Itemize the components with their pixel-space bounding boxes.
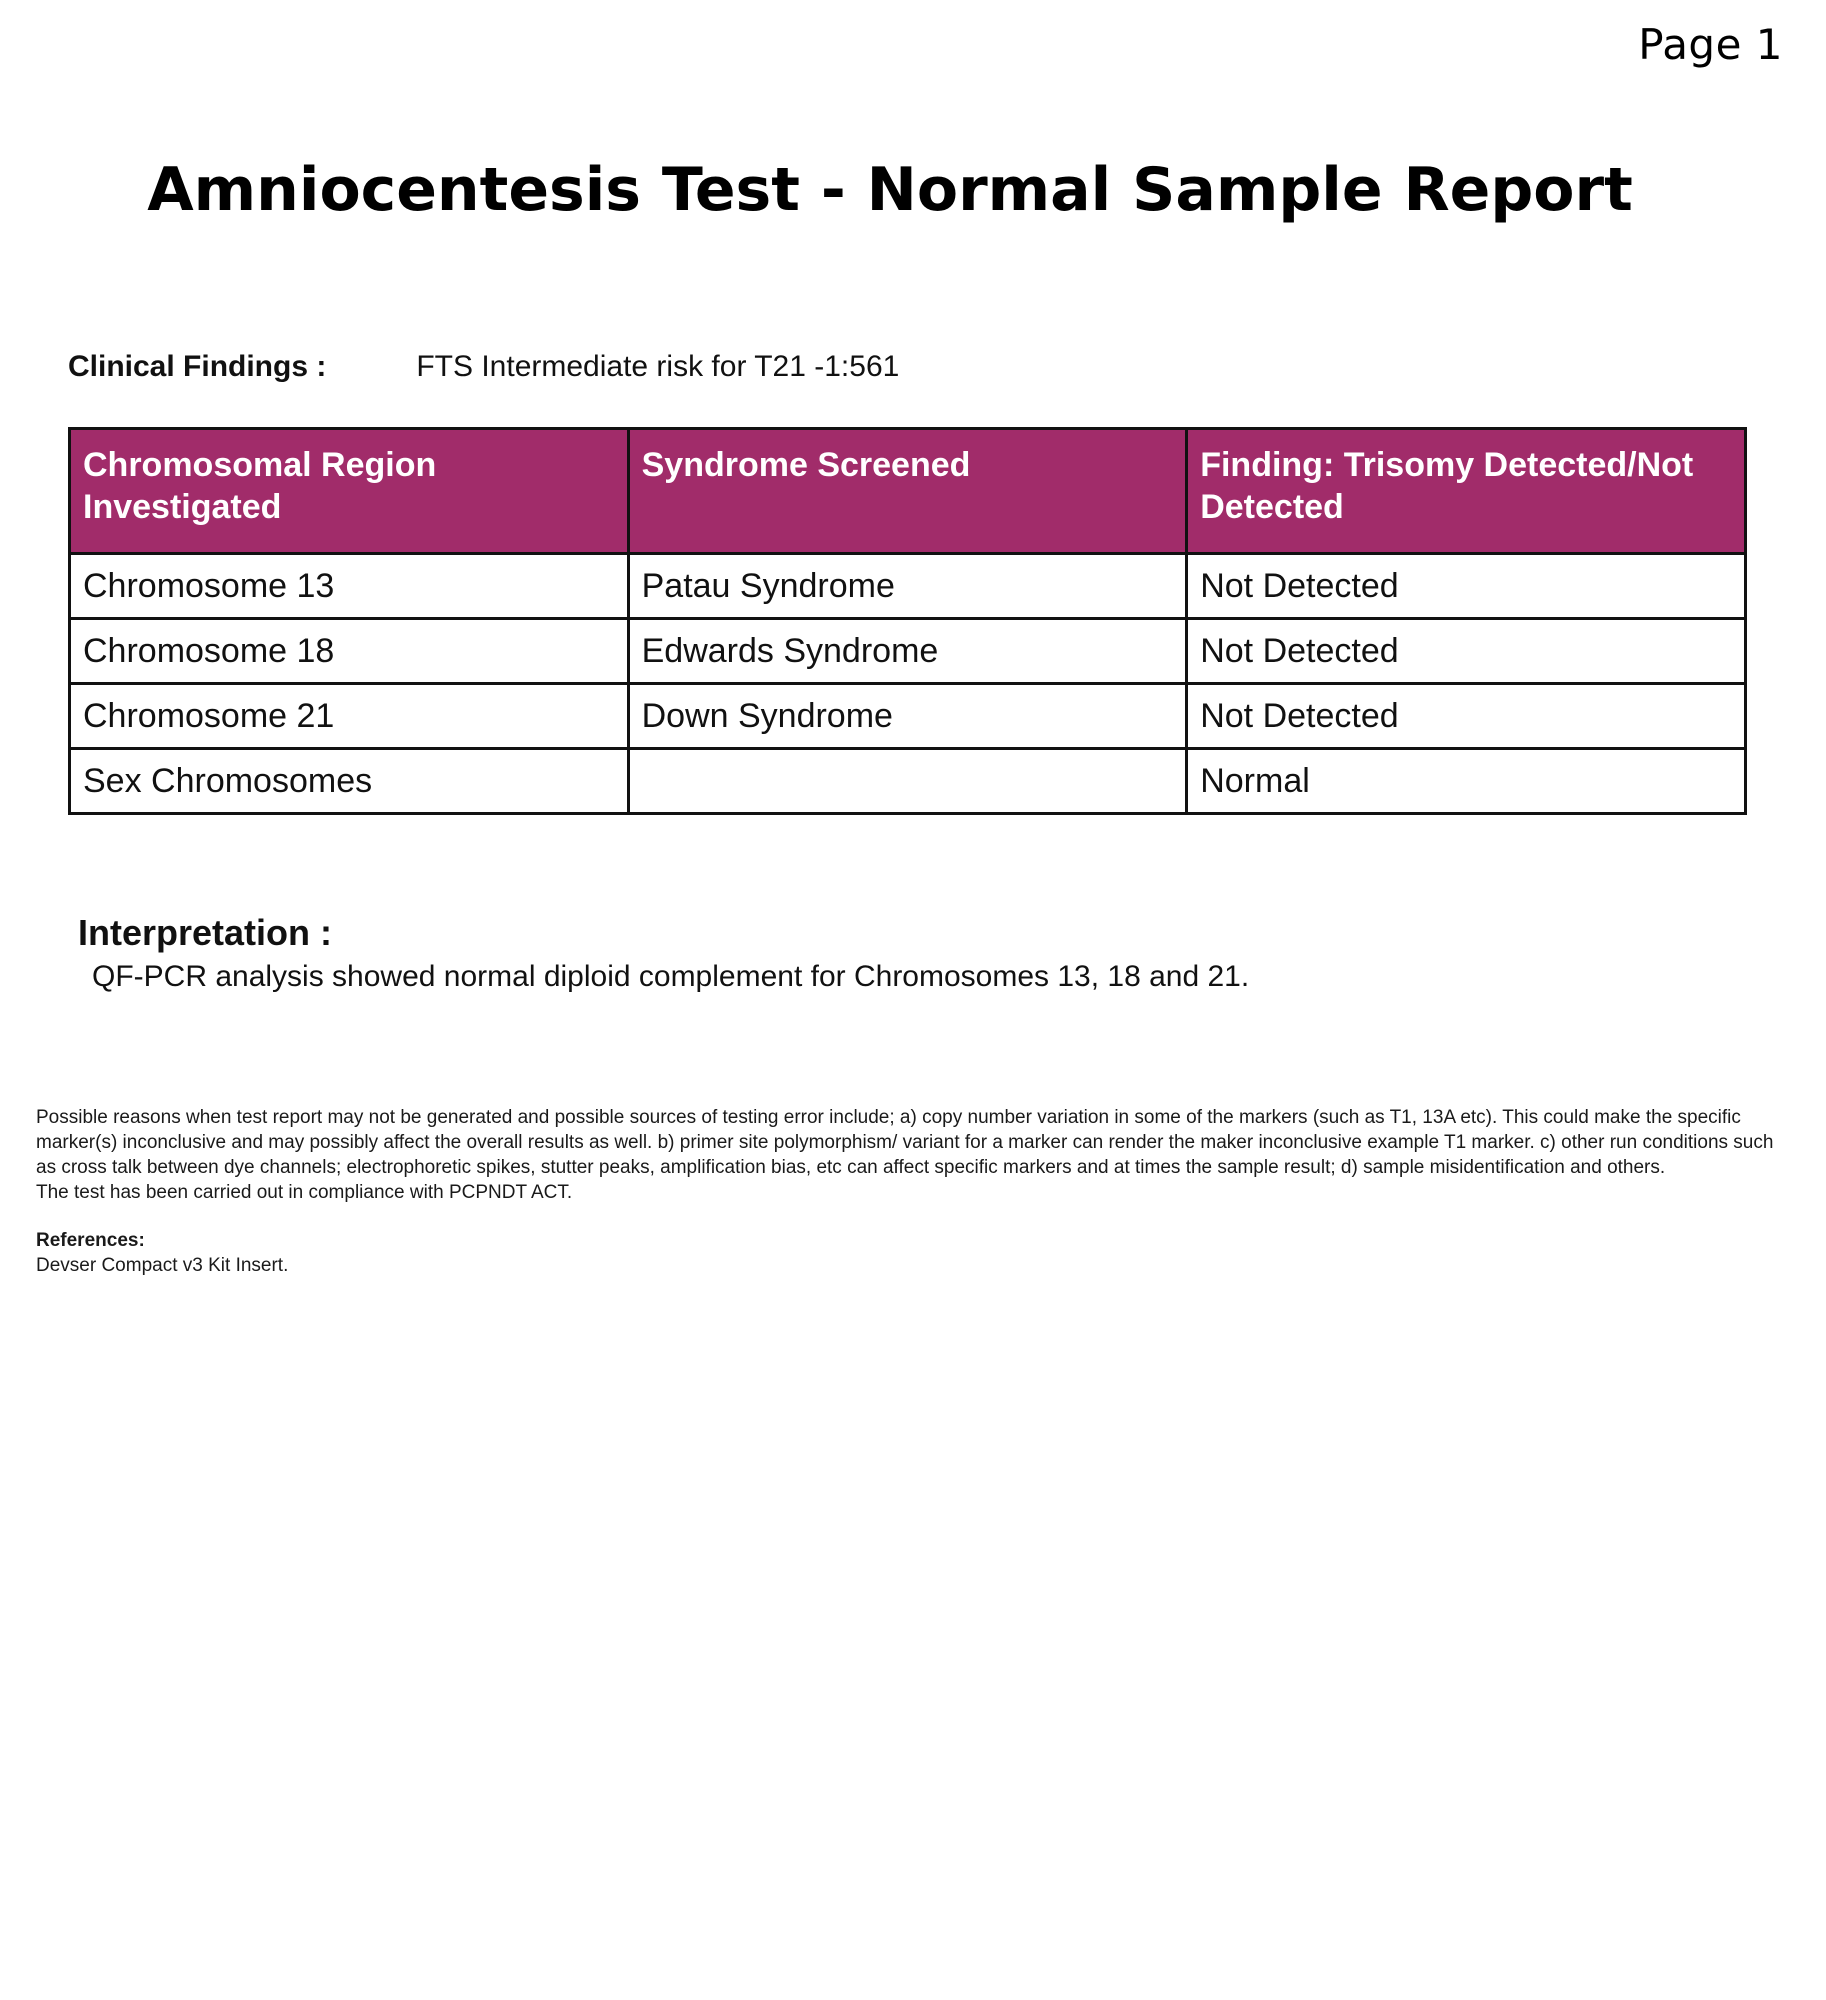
references-label: References: [36, 1230, 145, 1251]
cell-syndrome: Edwards Syndrome [628, 619, 1187, 684]
header-chromosomal-region: Chromosomal Region Investigated [70, 429, 629, 554]
cell-region: Sex Chromosomes [70, 749, 629, 814]
table-row [70, 619, 1746, 684]
clinical-findings-value: FTS Intermediate risk for T21 -1:561 [416, 350, 900, 383]
table-row [70, 684, 1746, 749]
cell-finding: Not Detected [1187, 684, 1746, 749]
header-syndrome-screened: Syndrome Screened [628, 429, 1187, 554]
interpretation-heading: Interpretation : [78, 912, 333, 953]
table-row [70, 749, 1746, 814]
cell-finding: Not Detected [1187, 554, 1746, 619]
results-table [68, 427, 1747, 815]
reference-item: Devser Compact v3 Kit Insert. [36, 1255, 289, 1276]
page-number: Page 1 [1638, 20, 1783, 69]
interpretation-text: QF-PCR analysis showed normal diploid complement for Chromosomes 13, 18 and 21. [92, 960, 1250, 993]
disclaimer-text: Possible reasons when test report may not be generated and possible sources of testing error include; a) copy number variation in some of the markers (such as T1, 13A etc). This could make the specific marker(s) inconclusive and may possibly affect the overall results as well. b) primer site polymorphism/ variant for a marker can render the maker inconclusive example T1 marker. c) other run conditions such as cross talk between dye channels; electrophoretic spikes, stutter peaks, amplification bias, etc can affect specific markers and at times the sample result; d) sample misidentification and others. [36, 1107, 1774, 1178]
cell-finding: Not Detected [1187, 619, 1746, 684]
cell-syndrome: Patau Syndrome [628, 554, 1187, 619]
clinical-findings-label: Clinical Findings : [68, 350, 327, 383]
cell-region: Chromosome 13 [70, 554, 629, 619]
compliance-text: The test has been carried out in compliance with PCPNDT ACT. [36, 1182, 573, 1203]
report-title: Amniocentesis Test - Normal Sample Report [147, 155, 1633, 225]
cell-region: Chromosome 21 [70, 684, 629, 749]
header-finding: Finding: Trisomy Detected/Not Detected [1187, 429, 1746, 554]
cell-syndrome [628, 749, 1187, 814]
cell-finding: Normal [1187, 749, 1746, 814]
disclaimer [36, 1105, 1796, 1205]
references [36, 1228, 288, 1278]
cell-syndrome: Down Syndrome [628, 684, 1187, 749]
table-row [70, 554, 1746, 619]
clinical-findings [68, 350, 899, 384]
table-header-row [70, 429, 1746, 554]
cell-region: Chromosome 18 [70, 619, 629, 684]
